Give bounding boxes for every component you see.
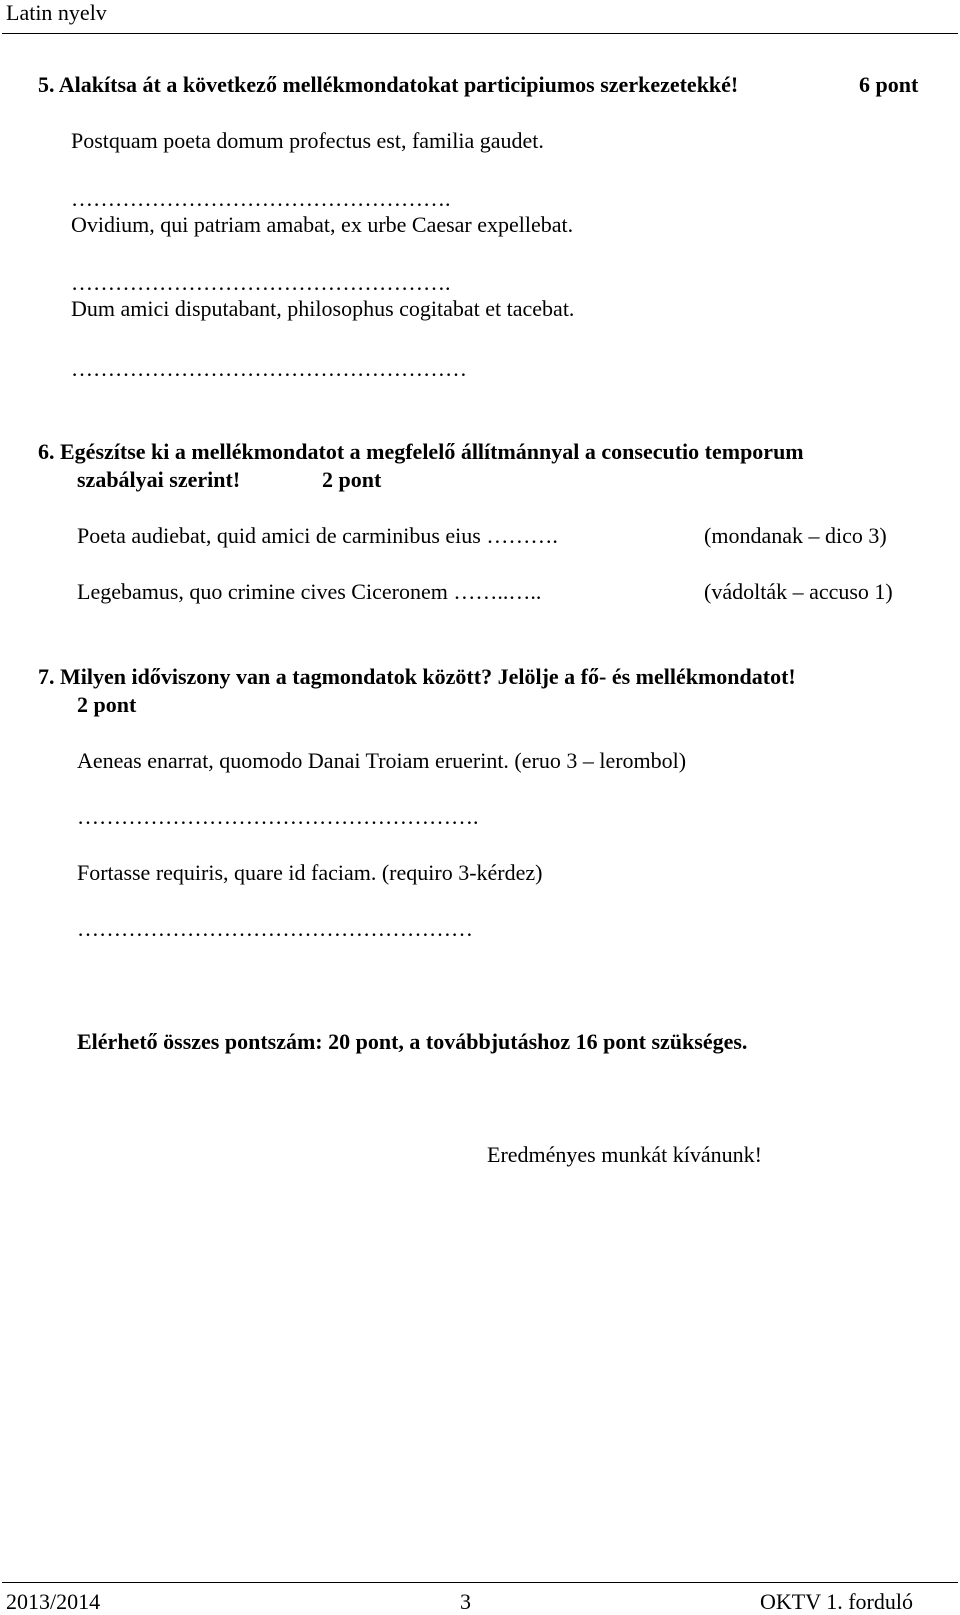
task5-answer-line-1: ……………………………………………. [71, 186, 451, 211]
task5-points: 6 pont [859, 72, 919, 97]
task6-sentence-1: Poeta audiebat, quid amici de carminibus eius ………. [77, 523, 558, 548]
footer-year: 2013/2014 [6, 1589, 101, 1614]
total-points-summary: Elérhető összes pontszám: 20 pont, a továbbjutáshoz 16 pont szükséges. [77, 1029, 748, 1054]
task6-sentence-2: Legebamus, quo crimine cives Ciceronem ……..….. [77, 579, 542, 604]
task6-hint-2: (vádolták – accuso 1) [704, 579, 893, 604]
task5-sentence-1: Postquam poeta domum profectus est, familia gaudet. [71, 128, 544, 153]
task7-sentence-2: Fortasse requiris, quare id faciam. (requiro 3-kérdez) [77, 860, 543, 885]
task6-title-cont: szabályai szerint! [77, 467, 241, 492]
task7-title: 7. Milyen időviszony van a tagmondatok között? Jelölje a fő- és mellékmondatot! [38, 664, 796, 689]
task5-title: 5. Alakítsa át a következő mellékmondatokat participiumos szerkezetekké! [38, 72, 739, 97]
task6-hint-1: (mondanak – dico 3) [704, 523, 887, 548]
task6-points: 2 pont [322, 467, 382, 492]
closing-wish: Eredményes munkát kívánunk! [487, 1142, 762, 1167]
task5-sentence-2: Ovidium, qui patriam amabat, ex urbe Caesar expellebat. [71, 212, 574, 237]
task5-answer-line-2: ……………………………………………. [71, 270, 451, 295]
header-divider [2, 33, 958, 34]
footer-page-number: 3 [460, 1589, 471, 1614]
task5-sentence-3: Dum amici disputabant, philosophus cogitabat et tacebat. [71, 296, 575, 321]
task7-sentence-1: Aeneas enarrat, quomodo Danai Troiam eruerint. (eruo 3 – lerombol) [77, 748, 687, 773]
footer-round: OKTV 1. forduló [760, 1589, 913, 1614]
task7-answer-line-2: ……………………………………………… [77, 916, 473, 941]
task6-title: 6. Egészítse ki a mellékmondatot a megfelelő állítmánnyal a consecutio temporum [38, 439, 804, 464]
task7-answer-line-1: ………………………………………………. [77, 804, 479, 829]
header-title: Latin nyelv [6, 0, 107, 25]
footer-divider [2, 1582, 958, 1583]
task7-points: 2 pont [77, 692, 137, 717]
task5-answer-line-3: ……………………………………………… [71, 356, 467, 381]
